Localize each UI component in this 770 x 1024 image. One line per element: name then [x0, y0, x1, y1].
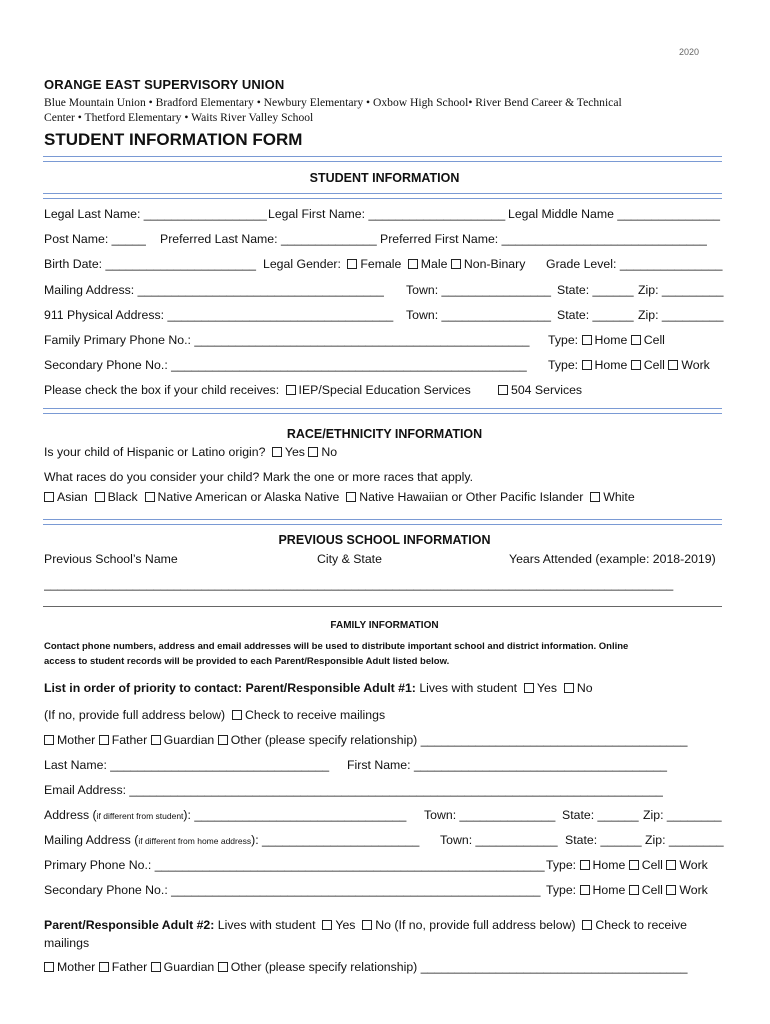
post-name-field[interactable]: Post Name: _____: [44, 232, 146, 246]
legal-middle-name-field[interactable]: Legal Middle Name _______________: [508, 207, 720, 221]
adult1-state-field[interactable]: State: ______: [562, 808, 639, 822]
form-year: 2020: [679, 47, 700, 57]
home-label: Home: [592, 858, 626, 872]
504-checkbox[interactable]: [498, 385, 508, 395]
adult1-heading-row: [44, 681, 593, 695]
native-hawaiian-checkbox[interactable]: [346, 492, 356, 502]
type-label: Type:: [546, 883, 577, 897]
mother-checkbox[interactable]: [44, 735, 54, 745]
home-label: Home: [592, 883, 626, 897]
legal-gender-label: Legal Gender:: [263, 257, 341, 271]
native-american-checkbox[interactable]: [145, 492, 155, 502]
work-checkbox[interactable]: [668, 360, 678, 370]
birth-date-field[interactable]: Birth Date: ______________________: [44, 257, 256, 271]
adult2-heading: Parent/Responsible Adult #2:: [44, 918, 215, 932]
adult1-address-field[interactable]: [44, 808, 406, 822]
work-label: Work: [681, 358, 710, 372]
home-label: Home: [594, 358, 628, 372]
mailing-line: ): _______________________: [251, 833, 420, 847]
mother-label: Mother: [57, 733, 96, 747]
section-title-previous-school: PREVIOUS SCHOOL INFORMATION: [278, 533, 491, 547]
mailing-note: if different from home address: [138, 836, 252, 846]
adult2-mailings-continued: mailings: [44, 936, 90, 950]
grade-level-field[interactable]: Grade Level: _______________: [546, 257, 723, 271]
hispanic-question: [44, 445, 337, 459]
black-checkbox[interactable]: [95, 492, 105, 502]
white-checkbox[interactable]: [590, 492, 600, 502]
divider: [43, 156, 722, 162]
guardian-checkbox[interactable]: [151, 735, 161, 745]
yes-label: Yes: [335, 918, 356, 932]
divider: [43, 606, 722, 607]
black-label: Black: [107, 490, 138, 504]
no-label: No: [321, 445, 338, 459]
guardian-label: Guardian: [163, 960, 215, 974]
no-label: No: [576, 681, 593, 695]
family-notice-line-1: Contact phone numbers, address and email addresses will be used to distribute important school and district information. Online: [44, 641, 629, 652]
white-label: White: [603, 490, 635, 504]
adult1-heading: List in order of priority to contact: Parent/Responsible Adult #1:: [44, 681, 416, 695]
other-relationship-field[interactable]: Other (please specify relationship) _______________________________________: [230, 733, 688, 747]
guardian-label: Guardian: [163, 733, 215, 747]
services-row: [44, 383, 471, 397]
type-label: Type:: [548, 358, 579, 372]
adult1-relationship-row: [44, 733, 687, 747]
divider: [43, 193, 722, 199]
male-checkbox[interactable]: [408, 259, 418, 269]
services-504: [498, 383, 582, 397]
state-field[interactable]: State: ______: [557, 283, 634, 297]
zip-field[interactable]: Zip: _________: [638, 308, 724, 322]
org-name: ORANGE EAST SUPERVISORY UNION: [44, 77, 285, 92]
hispanic-label: Is your child of Hispanic or Latino origin?: [44, 445, 266, 459]
legal-last-name-field[interactable]: Legal Last Name: __________________: [44, 207, 267, 221]
town-field[interactable]: Town: ________________: [406, 308, 551, 322]
town-field[interactable]: Town: ________________: [406, 283, 551, 297]
father-label: Father: [111, 733, 148, 747]
adult2-mailings-checkbox[interactable]: [582, 920, 592, 930]
cell-checkbox[interactable]: [629, 885, 639, 895]
home-checkbox[interactable]: [582, 360, 592, 370]
preferred-last-name-field[interactable]: Preferred Last Name: ______________: [160, 232, 377, 246]
secondary-phone-type: [548, 358, 710, 372]
family-notice-line-2: access to student records will be provided to each Parent/Responsible Adult listed below.: [44, 656, 450, 667]
legal-first-name-field[interactable]: Legal First Name: ____________________: [268, 207, 506, 221]
adult1-zip-field[interactable]: Zip: ________: [643, 808, 722, 822]
asian-label: Asian: [57, 490, 88, 504]
type-label: Type:: [548, 333, 579, 347]
home-checkbox[interactable]: [582, 335, 592, 345]
work-label: Work: [679, 883, 708, 897]
services-prompt: Please check the box if your child receives:: [44, 383, 280, 397]
previous-school-name-header: Previous School’s Name: [44, 552, 178, 566]
divider: [43, 519, 722, 525]
cell-checkbox[interactable]: [631, 360, 641, 370]
divider: [43, 408, 722, 414]
adult1-mailing-state-field[interactable]: State: ______: [565, 833, 642, 847]
adult1-mailing-zip-field[interactable]: Zip: ________: [645, 833, 724, 847]
section-title-race: RACE/ETHNICITY INFORMATION: [286, 427, 483, 441]
family-phone-type: [548, 333, 665, 347]
father-checkbox[interactable]: [99, 735, 109, 745]
other-relationship-field[interactable]: Other (please specify relationship) _______________________________________: [230, 960, 688, 974]
adult1-last-name-field[interactable]: Last Name: ________________________________: [44, 758, 330, 772]
form-title: STUDENT INFORMATION FORM: [44, 130, 303, 149]
yes-label: Yes: [536, 681, 557, 695]
native-american-label: Native American or Alaska Native: [157, 490, 340, 504]
family-phone-field[interactable]: Family Primary Phone No.: _________________________________________________: [44, 333, 530, 347]
father-checkbox[interactable]: [99, 962, 109, 972]
mailings-checkbox[interactable]: [232, 710, 242, 720]
cell-checkbox[interactable]: [631, 335, 641, 345]
cell-label: Cell: [641, 883, 663, 897]
hispanic-yes-checkbox[interactable]: [272, 447, 282, 457]
legal-gender-group: [263, 257, 525, 271]
adult2-no-checkbox[interactable]: [362, 920, 372, 930]
previous-school-entry-line[interactable]: ____________________________________________________________________________________________: [44, 577, 674, 591]
adult2-yes-checkbox[interactable]: [322, 920, 332, 930]
non-binary-label: Non-Binary: [463, 257, 526, 271]
iep-checkbox[interactable]: [286, 385, 296, 395]
work-checkbox[interactable]: [666, 885, 676, 895]
adult1-email-field[interactable]: Email Address: ______________________________________________________________________________: [44, 783, 663, 797]
state-field[interactable]: State: ______: [557, 308, 634, 322]
preferred-first-name-field[interactable]: Preferred First Name: ______________________________: [380, 232, 707, 246]
mailing-address-field[interactable]: Mailing Address: ____________________________________: [44, 283, 384, 297]
section-title-family: FAMILY INFORMATION: [330, 620, 439, 631]
zip-field[interactable]: Zip: _________: [638, 283, 724, 297]
asian-checkbox[interactable]: [44, 492, 54, 502]
yes-label: Yes: [284, 445, 305, 459]
cell-checkbox[interactable]: [629, 860, 639, 870]
mother-checkbox[interactable]: [44, 962, 54, 972]
section-title-student: STUDENT INFORMATION: [309, 171, 460, 185]
male-label: Male: [420, 257, 448, 271]
adult2-heading-row: [44, 918, 687, 932]
if-no-label: (If no, provide full address below): [44, 708, 226, 722]
lives-with-label: Lives with student: [419, 681, 518, 695]
adult1-secondary-phone-type: [546, 883, 708, 897]
adult1-mailings-row: [44, 708, 385, 722]
non-binary-checkbox[interactable]: [451, 259, 461, 269]
adult1-secondary-phone-field[interactable]: Secondary Phone No.: ______________________________________________________: [44, 883, 541, 897]
schools-line-1: Blue Mountain Union • Bradford Elementary • Newbury Elementary • Oxbow High School• River Bend Career & Technical: [44, 96, 622, 109]
other-checkbox[interactable]: [218, 962, 228, 972]
adult1-mailing-town-field[interactable]: Town: ____________: [440, 833, 558, 847]
city-state-header: City & State: [317, 552, 382, 566]
cell-label: Cell: [641, 858, 663, 872]
cell-label: Cell: [643, 333, 665, 347]
lives-with-label: Lives with student: [217, 918, 316, 932]
adult2-no-label: No (If no, provide full address below): [375, 918, 576, 932]
adult1-first-name-field[interactable]: First Name: _____________________________________: [347, 758, 667, 772]
home-checkbox[interactable]: [580, 885, 590, 895]
type-label: Type:: [546, 858, 577, 872]
adult2-mailings-label: Check to receive: [595, 918, 687, 932]
iep-label: IEP/Special Education Services: [298, 383, 471, 397]
home-checkbox[interactable]: [580, 860, 590, 870]
mother-label: Mother: [57, 960, 96, 974]
years-attended-header: Years Attended (example: 2018-2019): [509, 552, 716, 566]
race-options: [44, 490, 635, 504]
native-hawaiian-label: Native Hawaiian or Other Pacific Islander: [359, 490, 584, 504]
adult1-primary-phone-field[interactable]: Primary Phone No.: _________________________________________________________: [44, 858, 545, 872]
mailings-label: Check to receive mailings: [244, 708, 386, 722]
father-label: Father: [111, 960, 148, 974]
work-checkbox[interactable]: [666, 860, 676, 870]
mailing-label: Mailing Address (: [44, 833, 139, 847]
other-checkbox[interactable]: [218, 735, 228, 745]
adult2-relationship-row: [44, 960, 687, 974]
female-label: Female: [360, 257, 402, 271]
guardian-checkbox[interactable]: [151, 962, 161, 972]
address-note: if different from student: [96, 811, 184, 821]
work-label: Work: [679, 858, 708, 872]
cell-label: Cell: [643, 358, 665, 372]
physical-address-field[interactable]: 911 Physical Address: _________________________________: [44, 308, 394, 322]
races-question: What races do you consider your child? Mark the one or more races that apply.: [44, 470, 474, 484]
female-checkbox[interactable]: [347, 259, 357, 269]
lives-no-checkbox[interactable]: [564, 683, 574, 693]
lives-yes-checkbox[interactable]: [524, 683, 534, 693]
home-label: Home: [594, 333, 628, 347]
adult1-town-field[interactable]: Town: ______________: [424, 808, 556, 822]
504-label: 504 Services: [511, 383, 583, 397]
hispanic-no-checkbox[interactable]: [308, 447, 318, 457]
secondary-phone-field[interactable]: Secondary Phone No.: ____________________________________________________: [44, 358, 527, 372]
schools-line-2: Center • Thetford Elementary • Waits River Valley School: [44, 111, 314, 124]
address-label: Address (: [44, 808, 97, 822]
adult1-primary-phone-type: [546, 858, 708, 872]
address-line: ): _______________________________: [183, 808, 407, 822]
adult1-mailing-address-field[interactable]: [44, 833, 419, 847]
